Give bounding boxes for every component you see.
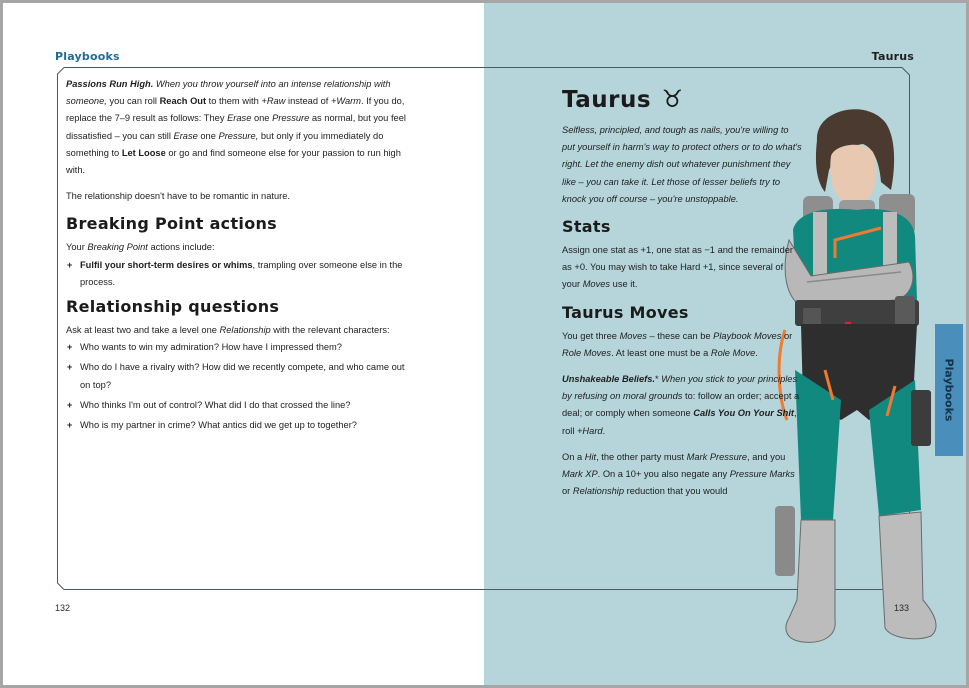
romance-note: The relationship doesn't have to be romantic in nature. [66,191,291,202]
list-item: + Who thinks I'm out of control? What did I do that crossed the line? [66,397,406,414]
taurus-moves-heading: Taurus Moves [562,302,689,322]
relationship-questions-intro: Ask at least two and take a level one Relationship with the relevant characters: [66,325,390,336]
breaking-point-heading: Breaking Point actions [66,214,278,234]
breaking-point-intro: Your Breaking Point actions include: [66,242,215,253]
list-item: + Fulfil your short-term desires or whims, trampling over someone else in the process. [66,257,406,291]
playbooks-side-tab[interactable] [935,324,963,456]
move-name: Unshakeable Beliefs. [562,374,656,385]
unshakeable-beliefs-move: Unshakeable Beliefs.* When you stick to your principles by refusing on moral grounds to: follow an order; accept a deal; or comply when someone Calls You On Your Shit, roll +Hard. [562,374,800,436]
move-name: Passions Run High. [66,79,154,89]
page-number-right: 133 [894,603,910,613]
relationship-questions-heading: Relationship questions [66,297,280,317]
running-head-left: Playbooks [55,50,120,63]
hit-result-text: On a Hit, the other party must Mark Pressure, and you Mark XP. On a 10+ you also negate any Pressure Marks or Relationship reduction that you would [562,451,795,497]
passions-run-high-move: Passions Run High. When you throw yourself into an intense relationship with someone, you can roll Reach Out to them with +Raw instead of +Warm. If you do, replace the 7–9 result as follows: They Erase one Pressure as normal, but you feel dissatisfied – you can still Erase one Pressure, but only if you immediately do something to Let Loose or go and find someone else for your passion to run high with. [66,79,406,176]
right-column [562,86,802,509]
breaking-point-list [66,257,406,291]
playbook-title: Taurus ♉ [562,85,684,113]
stats-heading: Stats [562,217,611,237]
left-column [66,76,406,440]
list-item: + Who do I have a rivalry with? How did we recently compete, and who came out on top? [66,359,406,393]
list-item: + Who is my partner in crime? What antics did we get up to together? [66,417,406,434]
stats-text: Assign one stat as +1, one stat as −1 and the remainder as +0. You may wish to take Hard +1, since several of your Moves use it. [562,245,794,290]
moves-intro: You get three Moves – these can be Playbook Moves or Role Moves. At least one must be a Role Move. [562,330,793,358]
page-number-left: 132 [55,603,71,613]
playbook-intro: Selfless, principled, and tough as nails, you're willing to put yourself in harm's way to protect others or to do what's right. Let the enemy dish out whatever punishment they like – you can take it. Let those of lesser beliefs try to knock you off course – you're unstoppable. [562,125,802,204]
relationship-questions-list [66,339,406,434]
side-tab-label: Playbooks [942,358,956,422]
running-head-right: Taurus [871,50,914,63]
taurus-zodiac-icon: ♉ [661,85,684,113]
list-item: + Who wants to win my admiration? How have I impressed them? [66,339,406,356]
